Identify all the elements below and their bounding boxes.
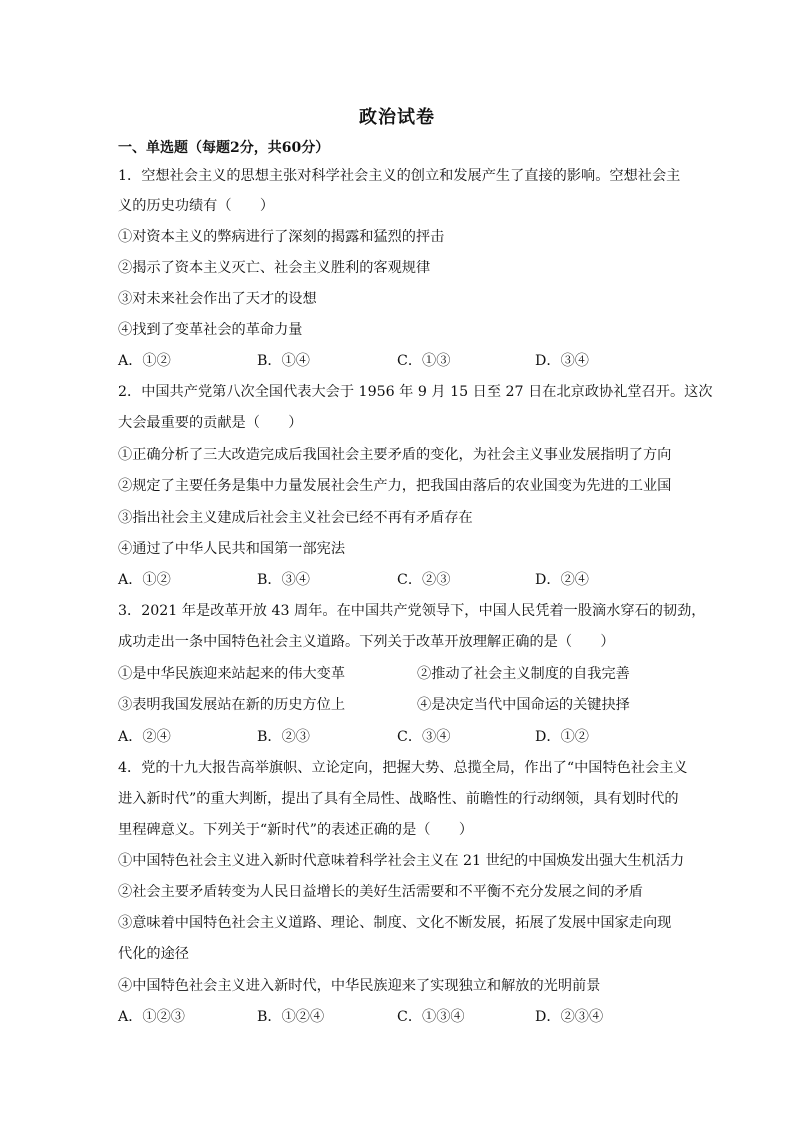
q4-stem-line-1: 4．党的十九大报告高举旗帜、立论定向，把握大势、总揽全局，作出了“中国特色社会主义 bbox=[118, 760, 688, 776]
q4-stem-line-3: 里程碑意义。下列关于“新时代”的表述正确的是（ ） bbox=[118, 822, 474, 838]
q4-option-c[interactable]: C．①③④ bbox=[397, 1009, 465, 1025]
q3-option-a[interactable]: A．②④ bbox=[118, 729, 171, 745]
q1-item-1: ①对资本主义的弊病进行了深刻的揭露和猛烈的抨击 bbox=[118, 229, 445, 245]
q2-stem-line-1: 2．中国共产党第八次全国代表大会于 1956 年 9 月 15 日至 27 日在北京政协礼堂召开。这次 bbox=[118, 384, 713, 400]
q1-option-a[interactable]: A．①② bbox=[118, 353, 171, 369]
q2-item-2: ②规定了主要任务是集中力量发展社会生产力，把我国由落后的农业国变为先进的工业国 bbox=[118, 478, 672, 494]
q3-option-c[interactable]: C．③④ bbox=[397, 729, 451, 745]
q1-stem-line-1: 1．空想社会主义的思想主张对科学社会主义的创立和发展产生了直接的影响。空想社会主 bbox=[118, 168, 681, 184]
q3-item-4: ④是决定当代中国命运的关键抉择 bbox=[417, 697, 630, 713]
q2-option-c[interactable]: C．②③ bbox=[397, 572, 451, 588]
q4-options bbox=[118, 1007, 678, 1027]
page-title: 政治试卷 bbox=[359, 107, 435, 128]
q3-item-3: ③表明我国发展站在新的历史方位上 bbox=[118, 697, 346, 713]
q1-item-4: ④找到了变革社会的革命力量 bbox=[118, 322, 303, 338]
q1-option-b[interactable]: B．①④ bbox=[257, 353, 310, 369]
q4-option-a[interactable]: A．①②③ bbox=[118, 1009, 185, 1025]
q2-options bbox=[118, 570, 678, 590]
q3-option-b[interactable]: B．②③ bbox=[257, 729, 310, 745]
q4-item-1: ①中国特色社会主义进入新时代意味着科学社会主义在 21 世纪的中国焕发出强大生机活力 bbox=[118, 853, 685, 869]
q4-option-b[interactable]: B．①②④ bbox=[257, 1009, 325, 1025]
q3-item-2: ②推动了社会主义制度的自我完善 bbox=[417, 666, 630, 682]
q2-option-d[interactable]: D．②④ bbox=[535, 572, 589, 588]
q4-stem-line-2: 进入新时代”的重大判断，提出了具有全局性、战略性、前瞻性的行动纲领，具有划时代的 bbox=[118, 791, 679, 807]
q1-stem-line-2: 义的历史功绩有（ ） bbox=[118, 198, 275, 214]
q4-item-2: ②社会主要矛盾转变为人民日益增长的美好生活需要和不平衡不充分发展之间的矛盾 bbox=[118, 884, 643, 900]
q4-item-4: ④中国特色社会主义进入新时代，中华民族迎来了实现独立和解放的光明前景 bbox=[118, 978, 601, 994]
q3-stem-line-1: 3．2021 年是改革开放 43 周年。在中国共产党领导下，中国人民凭着一股滴水穿石的韧劲， bbox=[118, 603, 706, 619]
q1-item-2: ②揭示了资本主义灭亡、社会主义胜利的客观规律 bbox=[118, 260, 431, 276]
q1-item-3: ③对未来社会作出了天才的设想 bbox=[118, 291, 317, 307]
q2-item-1: ①正确分析了三大改造完成后我国社会主要矛盾的变化，为社会主义事业发展指明了方向 bbox=[118, 447, 672, 463]
q4-item-3-line-2: 代化的途径 bbox=[118, 946, 189, 962]
q2-option-b[interactable]: B．③④ bbox=[257, 572, 310, 588]
q2-item-3: ③指出社会主义建成后社会主义社会已经不再有矛盾存在 bbox=[118, 510, 473, 526]
q2-stem-line-2: 大会最重要的贡献是（ ） bbox=[118, 415, 303, 431]
q3-stem-line-2: 成功走出一条中国特色社会主义道路。下列关于改革开放理解正确的是（ ） bbox=[118, 634, 615, 650]
q1-option-c[interactable]: C．①③ bbox=[397, 353, 451, 369]
q1-option-d[interactable]: D．③④ bbox=[535, 353, 589, 369]
q3-option-d[interactable]: D．①② bbox=[535, 729, 589, 745]
q4-item-3-line-1: ③意味着中国特色社会主义道路、理论、制度、文化不断发展，拓展了发展中国家走向现 bbox=[118, 915, 672, 931]
q2-item-4: ④通过了中华人民共和国第一部宪法 bbox=[118, 541, 346, 557]
q3-options bbox=[118, 727, 678, 747]
q2-option-a[interactable]: A．①② bbox=[118, 572, 171, 588]
q4-option-d[interactable]: D．②③④ bbox=[535, 1009, 604, 1025]
section-heading: 一、单选题（每题2分，共60分） bbox=[118, 140, 330, 156]
q3-item-1: ①是中华民族迎来站起来的伟大变革 bbox=[118, 666, 346, 682]
q1-options bbox=[118, 351, 678, 371]
